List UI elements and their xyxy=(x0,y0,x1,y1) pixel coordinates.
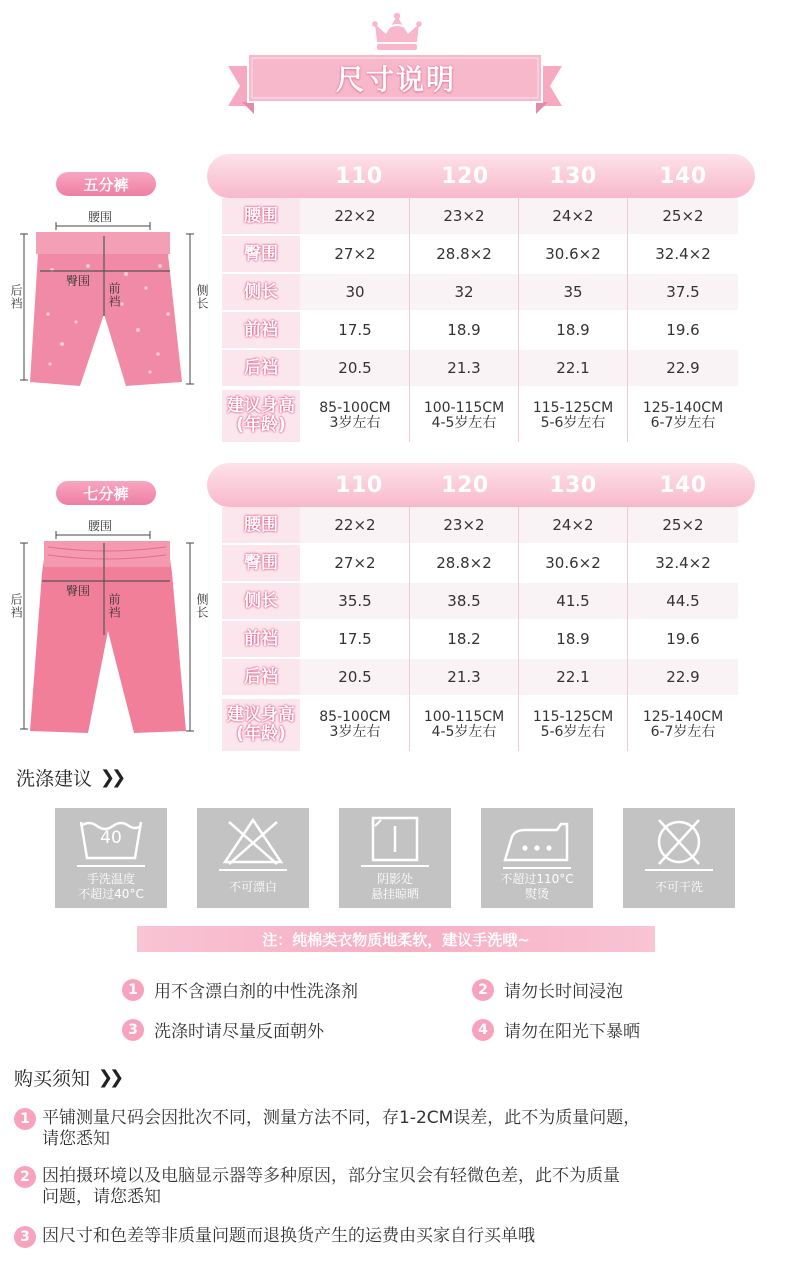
size-cell: 17.5 xyxy=(338,321,372,339)
wash-line2: 悬挂晾晒 xyxy=(370,887,419,901)
size-cell: 25×2 xyxy=(662,207,704,225)
double-chevron-icon: ❯❯ xyxy=(100,767,123,788)
row-label: 后裆 xyxy=(244,666,278,687)
height-label-line2: (年龄) xyxy=(236,724,286,744)
wash-section-title xyxy=(16,764,122,791)
size-cell: 19.6 xyxy=(666,321,700,339)
row-label: 侧长 xyxy=(244,281,278,302)
size-header: 140 xyxy=(659,163,707,189)
side-length-label: 侧长 xyxy=(195,593,209,619)
tip-text: 用不含漂白剂的中性洗涤剂 xyxy=(154,982,358,1002)
wash-line1: 阴影处 xyxy=(376,872,413,886)
height-label xyxy=(222,699,300,751)
height-cell xyxy=(518,699,628,751)
row-label: 臀围 xyxy=(244,243,278,264)
purchase-section-title xyxy=(14,1064,120,1091)
wash-note-banner: 注：纯棉类衣物质地柔软，建议手洗哦~ xyxy=(137,926,655,952)
size-cell: 22.9 xyxy=(666,668,700,686)
size-cell: 19.6 xyxy=(666,630,700,648)
note-line: 请您悉知 xyxy=(42,1129,110,1149)
size-header: 130 xyxy=(549,472,597,498)
size-cell: 41.5 xyxy=(556,592,590,610)
wash-symbol xyxy=(623,808,735,908)
note-number: 1 xyxy=(14,1108,36,1130)
wash-line1: 手洗温度 xyxy=(86,872,135,886)
size-cell: 18.9 xyxy=(556,630,590,648)
height-cell xyxy=(518,390,628,442)
column-divider xyxy=(409,507,410,751)
wash-symbol xyxy=(197,808,309,908)
front-rise-label: 前裆 xyxy=(107,282,121,308)
note-number: 3 xyxy=(14,1226,36,1248)
size-cell: 32.4×2 xyxy=(655,554,711,572)
row-label: 腰围 xyxy=(244,514,278,535)
capri-diagram xyxy=(0,463,215,753)
column-divider xyxy=(627,198,628,442)
size-cell: 38.5 xyxy=(447,592,481,610)
note-number: 2 xyxy=(14,1166,36,1188)
size-header: 140 xyxy=(659,472,707,498)
waist-label: 腰围 xyxy=(88,519,113,533)
height-range: 115-125CM xyxy=(532,400,614,416)
size-cell: 22×2 xyxy=(334,516,376,534)
size-cell: 32.4×2 xyxy=(655,245,711,263)
size-header: 120 xyxy=(441,472,489,498)
tip-number: 3 xyxy=(122,1019,144,1041)
size-cell: 20.5 xyxy=(338,668,372,686)
wash-line1: 不超过110°C xyxy=(500,872,574,886)
row-label: 后裆 xyxy=(244,357,278,378)
size-cell: 30.6×2 xyxy=(545,554,601,572)
column-divider xyxy=(518,198,519,442)
size-cell: 24×2 xyxy=(552,516,594,534)
tip-number: 4 xyxy=(472,1019,494,1041)
tip-text: 洗涤时请尽量反面朝外 xyxy=(154,1022,324,1042)
column-divider xyxy=(518,507,519,751)
wash-temp-number: 40 xyxy=(100,828,122,848)
size-cell: 35.5 xyxy=(338,592,372,610)
size-cell: 28.8×2 xyxy=(436,245,492,263)
purchase-note xyxy=(14,1226,774,1248)
height-label-line2: (年龄) xyxy=(236,415,286,435)
size-cell: 21.3 xyxy=(447,668,481,686)
age-range: 5-6岁左右 xyxy=(540,724,606,740)
height-cell xyxy=(300,390,410,442)
size-cell: 18.9 xyxy=(556,321,590,339)
height-label-line1: 建议身高 xyxy=(227,396,295,416)
wash-symbol xyxy=(339,808,451,908)
age-range: 4-5岁左右 xyxy=(431,724,497,740)
purchase-title-text: 购买须知 xyxy=(14,1068,91,1090)
double-chevron-icon: ❯❯ xyxy=(98,1067,121,1088)
row-label: 臀围 xyxy=(244,552,278,573)
size-cell: 27×2 xyxy=(334,554,376,572)
front-rise-label: 前裆 xyxy=(107,593,121,619)
size-header: 110 xyxy=(335,163,383,189)
size-cell: 30 xyxy=(345,283,365,301)
wash-line1: 不可漂白 xyxy=(228,880,277,894)
size-cell: 23×2 xyxy=(443,207,485,225)
row-label: 腰围 xyxy=(244,205,278,226)
age-range: 5-6岁左右 xyxy=(540,415,606,431)
tip-text: 请勿在阳光下暴晒 xyxy=(504,1022,640,1042)
size-cell: 35 xyxy=(563,283,583,301)
tip-text: 请勿长时间浸泡 xyxy=(504,982,623,1002)
height-range: 125-140CM xyxy=(642,709,724,725)
size-cell: 30.6×2 xyxy=(545,245,601,263)
row-label: 前裆 xyxy=(244,319,278,340)
height-range: 85-100CM xyxy=(319,400,391,416)
wash-tip xyxy=(122,1017,324,1042)
wash-tip xyxy=(122,977,358,1002)
back-rise-label: 后裆 xyxy=(9,593,23,619)
row-label: 前裆 xyxy=(244,628,278,649)
size-cell: 44.5 xyxy=(666,592,700,610)
row-label: 侧长 xyxy=(244,590,278,611)
pants-type-tag: 七分裤 xyxy=(56,481,156,505)
size-cell: 27×2 xyxy=(334,245,376,263)
height-cell xyxy=(410,699,518,751)
note-line: 因尺寸和色差等非质量问题而退换货产生的运费由买家自行买单哦 xyxy=(42,1226,535,1246)
size-cell: 22.1 xyxy=(556,668,590,686)
size-cell: 22.1 xyxy=(556,359,590,377)
size-cell: 37.5 xyxy=(666,283,700,301)
size-cell: 20.5 xyxy=(338,359,372,377)
hip-label: 臀围 xyxy=(66,584,91,598)
size-header: 120 xyxy=(441,163,489,189)
size-section-capri xyxy=(0,463,790,753)
purchase-note xyxy=(14,1108,774,1150)
size-cell: 18.9 xyxy=(447,321,481,339)
height-range: 85-100CM xyxy=(319,709,391,725)
height-cell xyxy=(628,390,738,442)
wash-symbol xyxy=(481,808,593,908)
wash-line2: 熨烫 xyxy=(524,887,549,901)
column-divider xyxy=(409,198,410,442)
note-line: 问题，请您悉知 xyxy=(42,1187,161,1207)
size-cell: 18.2 xyxy=(447,630,481,648)
age-range: 3岁左右 xyxy=(329,724,381,740)
crown-icon xyxy=(372,12,422,52)
size-section-short xyxy=(0,154,790,444)
wash-tip xyxy=(472,1017,640,1042)
page-title: 尺寸说明 xyxy=(335,63,456,96)
height-label-line1: 建议身高 xyxy=(227,705,295,725)
age-range: 6-7岁左右 xyxy=(650,415,716,431)
height-range: 100-115CM xyxy=(423,400,505,416)
back-rise-label: 后裆 xyxy=(9,284,23,310)
size-cell: 32 xyxy=(454,283,474,301)
size-cell: 21.3 xyxy=(447,359,481,377)
size-cell: 24×2 xyxy=(552,207,594,225)
waist-label: 腰围 xyxy=(88,210,113,224)
side-length-label: 侧长 xyxy=(195,284,209,310)
wash-line2: 不超过40°C xyxy=(78,887,144,901)
height-label xyxy=(222,390,300,442)
size-cell: 28.8×2 xyxy=(436,554,492,572)
age-range: 6-7岁左右 xyxy=(650,724,716,740)
height-cell xyxy=(628,699,738,751)
height-cell xyxy=(410,390,518,442)
tip-number: 2 xyxy=(472,979,494,1001)
column-divider xyxy=(627,507,628,751)
note-line: 因拍摄环境以及电脑显示器等多种原因，部分宝贝会有轻微色差，此不为质量 xyxy=(42,1166,620,1186)
size-header-bar xyxy=(207,154,755,198)
height-range: 125-140CM xyxy=(642,400,724,416)
hip-label: 臀围 xyxy=(66,274,91,288)
purchase-note xyxy=(14,1166,774,1208)
pants-type-tag: 五分裤 xyxy=(56,172,156,196)
size-header: 130 xyxy=(549,163,597,189)
age-range: 4-5岁左右 xyxy=(431,415,497,431)
age-range: 3岁左右 xyxy=(329,415,381,431)
size-header-bar xyxy=(207,463,755,507)
wash-line1: 不可干洗 xyxy=(654,880,703,894)
note-line: 平铺测量尺码会因批次不同，测量方法不同，存1-2CM误差，此不为质量问题， xyxy=(42,1108,641,1128)
size-cell: 25×2 xyxy=(662,516,704,534)
wash-tip xyxy=(472,977,623,1002)
size-cell: 23×2 xyxy=(443,516,485,534)
wash-title-text: 洗涤建议 xyxy=(16,768,93,790)
size-cell: 17.5 xyxy=(338,630,372,648)
wash-symbol xyxy=(55,808,167,908)
size-header: 110 xyxy=(335,472,383,498)
height-range: 100-115CM xyxy=(423,709,505,725)
size-cell: 22.9 xyxy=(666,359,700,377)
height-range: 115-125CM xyxy=(532,709,614,725)
shorts-diagram xyxy=(0,154,215,444)
tip-number: 1 xyxy=(122,979,144,1001)
size-cell: 22×2 xyxy=(334,207,376,225)
height-cell xyxy=(300,699,410,751)
